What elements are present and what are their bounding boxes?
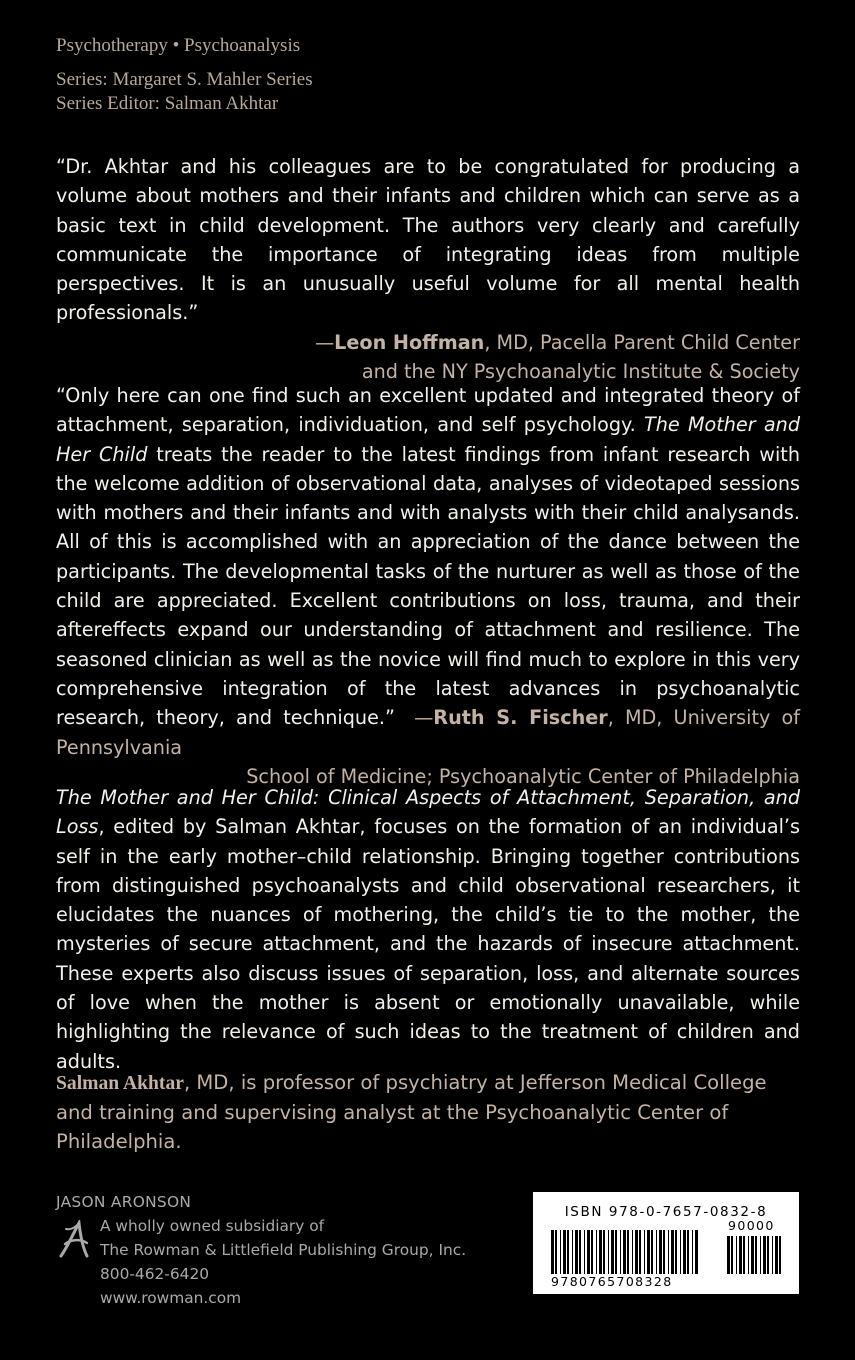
- barcode-bar: [731, 1236, 733, 1274]
- barcode-bar: [560, 1230, 561, 1274]
- barcode-bar: [680, 1230, 681, 1274]
- barcode-bar: [651, 1230, 653, 1274]
- barcode-bar: [763, 1236, 766, 1274]
- barcode-bar: [683, 1230, 686, 1274]
- barcode-bar: [668, 1230, 669, 1274]
- quote-2-text-pre: “Only here can one find such an excellent updated and integrated theory of attachment, separation, individuation, and self psychology.: [56, 384, 800, 437]
- publisher-website: www.rowman.com: [100, 1289, 242, 1307]
- summary-body: , edited by Salman Akhtar, focuses on the formation of an individual’s self in the early mother–child relationship. Bringing together contributions from distinguished psychoanalysts and child observational researchers, it elucidates the nuances of mothering, the child’s tie to the mother, the mysteries of secure attachment, and the hazards of insecure attachment. These experts also discuss issues of separation, loss, and alternate sources of love when the mother is absent or emotionally unavailable, while highlighting the relevance of such ideas to the treatment of children and adults.: [56, 815, 800, 1073]
- publisher-logo-icon: [56, 1220, 92, 1260]
- author-bio-body: , MD, is professor of psychiatry at Jefferson Medical College and training and supervising analyst at the Psychoanalytic Center of Philadelphia.: [56, 1071, 767, 1153]
- quote-2-text-post: treats the reader to the latest findings from infant research with the welcome addition of observational data, analyses of videotaped sessions with mothers and their infants and with analysts with their child analysands. All of this is accomplished with an appreciation of the dance between the participants. The developmental tasks of the nurturer as well as those of the child are appreciated. Excellent contributions on loss, trauma, and their aftereffects expand our understanding of attachment and resilience. The seasoned clinician as well as the novice will find much to explore in this very comprehensive integration of the latest advances in psychoanalytic research, theory, and technique.”: [56, 442, 800, 730]
- endorsement-quote-2: [56, 381, 800, 791]
- barcode-bar: [659, 1230, 662, 1274]
- attribution-dash: —: [414, 706, 434, 730]
- barcode-bar: [635, 1230, 638, 1274]
- barcode-bar: [639, 1230, 641, 1274]
- barcode-bar: [748, 1236, 749, 1274]
- barcode-bar: [647, 1230, 650, 1274]
- barcode-bar: [611, 1230, 614, 1274]
- publisher-phone: 800-462-6420: [100, 1265, 210, 1283]
- endorser-affiliation-2: and the NY Psychoanalytic Institute & Society: [361, 360, 800, 384]
- book-title-italic: The Mother and Her Child: [56, 413, 800, 466]
- endorser-affiliation-1: , MD, University of Pennsylvania: [56, 706, 800, 759]
- barcode-bar: [579, 1230, 581, 1274]
- series-name: Series: Margaret S. Mahler Series: [56, 69, 313, 90]
- barcode-bar: [615, 1230, 617, 1274]
- barcode-bar: [775, 1236, 778, 1274]
- series-editor: Series Editor: Salman Akhtar: [56, 93, 279, 114]
- barcode-bar: [563, 1230, 566, 1274]
- author-name: Salman Akhtar: [56, 1073, 184, 1094]
- author-bio-text: [56, 1068, 800, 1156]
- barcode-bar: [623, 1230, 626, 1274]
- barcode-bar: [656, 1230, 657, 1274]
- endorsement-quote-1: [56, 152, 800, 386]
- barcode-bar: [687, 1230, 689, 1274]
- barcode-bar: [572, 1230, 573, 1274]
- price-code: 90000: [728, 1218, 775, 1233]
- endorser-affiliation-2: School of Medicine; Psychoanalytic Center of Philadelphia: [246, 764, 800, 788]
- barcode-bar: [695, 1230, 698, 1274]
- attribution-dash: —: [314, 330, 335, 354]
- summary-book-title: The Mother and Her Child: Clinical Aspects of Attachment, Separation, and Loss: [56, 786, 800, 839]
- subject-categories: Psychotherapy • Psychoanalysis: [56, 35, 301, 56]
- barcode-bar: [671, 1230, 674, 1274]
- barcode-bar: [608, 1230, 609, 1274]
- barcode-bar: [632, 1230, 633, 1274]
- barcode-bar: [692, 1230, 693, 1274]
- barcode-bar: [736, 1236, 737, 1274]
- barcode-bar: [596, 1230, 597, 1274]
- endorser-name: Leon Hoffman: [334, 330, 485, 354]
- barcode-bar: [779, 1236, 781, 1274]
- barcode-bar: [767, 1236, 769, 1274]
- endorser-affiliation-1: , MD, Pacella Parent Child Center: [484, 330, 800, 354]
- ean-digits: 9780765708328: [551, 1274, 673, 1289]
- publisher-block: [56, 1190, 466, 1310]
- barcode-bar: [591, 1230, 593, 1274]
- quote-1-text: “Dr. Akhtar and his colleagues are to be congratulated for producing a volume about mothers and their infants and children which can serve as a basic text in child development. The authors very clearly and carefully communicate the importance of integrating ideas from multiple perspectives. It is an unusually useful volume for all mental health professionals.”: [56, 155, 800, 325]
- barcode-bar: [772, 1236, 773, 1274]
- barcode-bar: [599, 1230, 602, 1274]
- barcode-bar: [551, 1230, 554, 1274]
- barcode-bar: [555, 1230, 557, 1274]
- barcode-bar: [644, 1230, 645, 1274]
- barcode-bar: [587, 1230, 590, 1274]
- isbn-barcode: [533, 1192, 799, 1294]
- publisher-lines: [56, 1214, 466, 1310]
- barcode-bar: [620, 1230, 621, 1274]
- author-bio: [56, 1068, 800, 1156]
- summary-text: [56, 783, 800, 1076]
- book-summary: [56, 783, 800, 1076]
- publisher-name: JASON ARONSON: [56, 1193, 192, 1211]
- isbn-number: ISBN 978-0-7657-0832-8: [564, 1204, 768, 1220]
- header: [56, 34, 313, 116]
- barcode-bar: [751, 1236, 754, 1274]
- barcode-bar: [743, 1236, 745, 1274]
- barcode-bar: [584, 1230, 585, 1274]
- barcode-bar: [727, 1236, 730, 1274]
- barcode-bar: [575, 1230, 578, 1274]
- endorser-name: Ruth S. Fischer: [433, 706, 608, 730]
- publisher-parent-line: The Rowman & Littlefield Publishing Group, Inc.: [100, 1241, 467, 1259]
- quote-2-text: [56, 381, 800, 762]
- barcode-bar: [675, 1230, 677, 1274]
- barcode-bar: [760, 1236, 761, 1274]
- barcode-bar: [755, 1236, 757, 1274]
- barcode-bar: [739, 1236, 742, 1274]
- barcode-bar: [567, 1230, 569, 1274]
- publisher-subsidiary-line: A wholly owned subsidiary of: [100, 1217, 325, 1235]
- barcode-bar: [603, 1230, 605, 1274]
- barcode-bar: [627, 1230, 629, 1274]
- barcode-bar: [663, 1230, 665, 1274]
- quote-1-attribution: [56, 328, 800, 387]
